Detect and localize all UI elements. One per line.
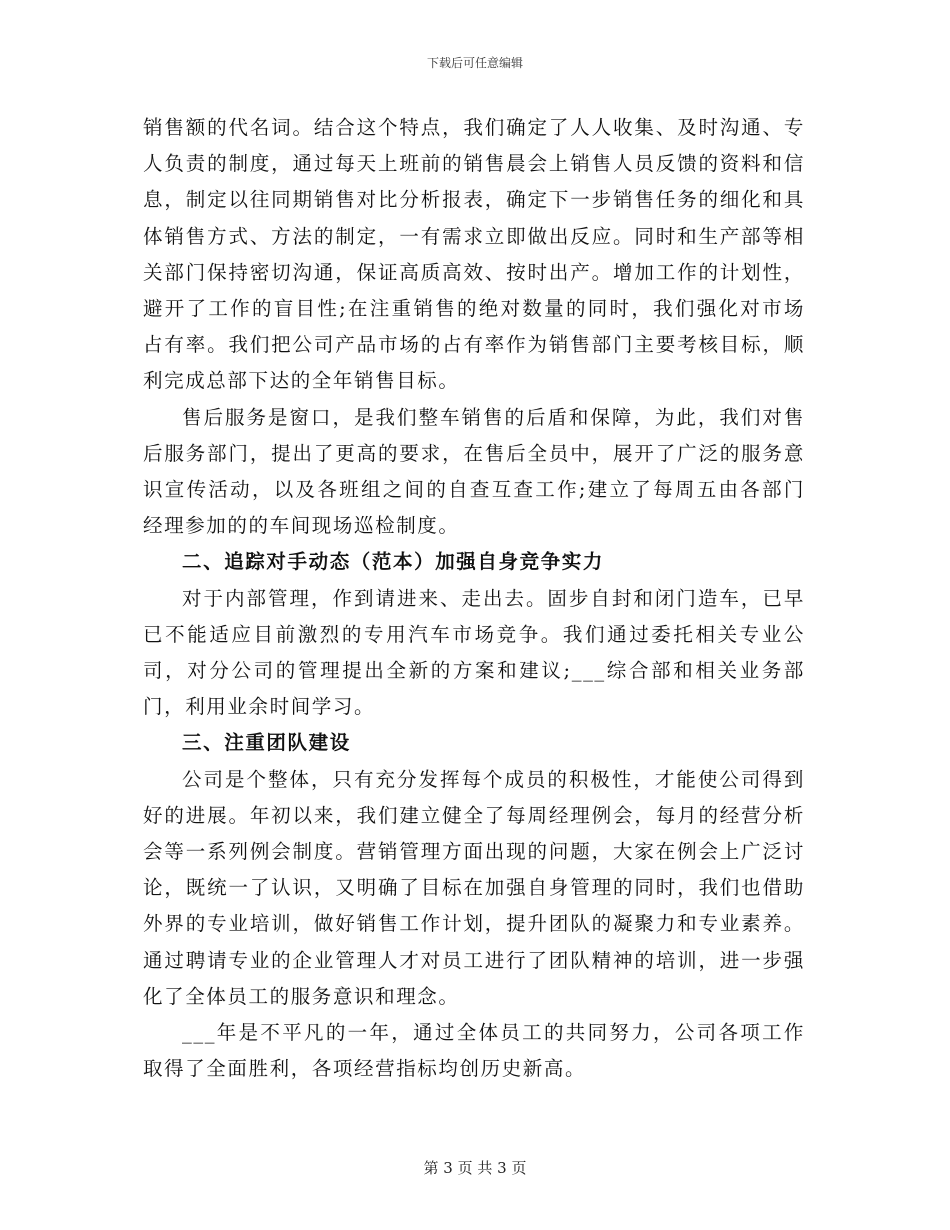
paragraph-internal-management: 对于内部管理，作到请进来、走出去。固步自封和闭门造车，已早已不能适应目前激烈的专用汽车市场竞争。我们通过委托相关专业公司，对分公司的管理提出全新的方案和建议;___综合部和相关业务部门，利用业余时间学习。: [143, 586, 805, 719]
paragraph-after-sales-service: 售后服务是窗口，是我们整车销售的后盾和保障，为此，我们对售后服务部门，提出了更高的要求，在售后全员中，展开了广泛的服务意识宣传活动，以及各班组之间的自查互查工作;建立了每周五由各部门经理参加的的车间现场巡检制度。: [143, 405, 805, 538]
paragraph-team-building: 公司是个整体，只有充分发挥每个成员的积极性，才能使公司得到好的进展。年初以来，我们建立健全了每周经理例会，每月的经营分析会等一系列例会制度。营销管理方面出现的问题，大家在例会上广泛讨论，既统一了认识，又明确了目标在加强自身管理的同时，我们也借助外界的专业培训，做好销售工作计划，提升团队的凝聚力和专业素养。通过聘请专业的企业管理人才对员工进行了团队精神的培训，进一步强化了全体员工的服务意识和理念。: [143, 767, 805, 1008]
section-heading-competitor-tracking: 二、追踪对手动态（范本）加强自身竞争实力: [182, 550, 605, 574]
page-header: 下载后可任意编辑: [426, 56, 523, 70]
document-body: [143, 110, 805, 1087]
paragraph-year-summary: ___年是不平凡的一年，通过全体员工的共同努力，公司各项工作取得了全面胜利，各项经营指标均创历史新高。: [143, 1021, 805, 1081]
section-heading-team-building: 三、注重团队建设: [182, 731, 351, 755]
paragraph-sales-tracking: 销售额的代名词。结合这个特点，我们确定了人人收集、及时沟通、专人负责的制度，通过每天上班前的销售晨会上销售人员反馈的资料和信息，制定以往同期销售对比分析报表，确定下一步销售任务的细化和具体销售方式、方法的制定，一有需求立即做出反应。同时和生产部等相关部门保持密切沟通，保证高质高效、按时出产。增加工作的计划性，避开了工作的盲目性;在注重销售的绝对数量的同时，我们强化对市场占有率。我们把公司产品市场的占有率作为销售部门主要考核目标，顺利完成总部下达的全年销售目标。: [143, 116, 805, 393]
page-footer-page-number: 第 3 页 共 3 页: [423, 1159, 527, 1177]
